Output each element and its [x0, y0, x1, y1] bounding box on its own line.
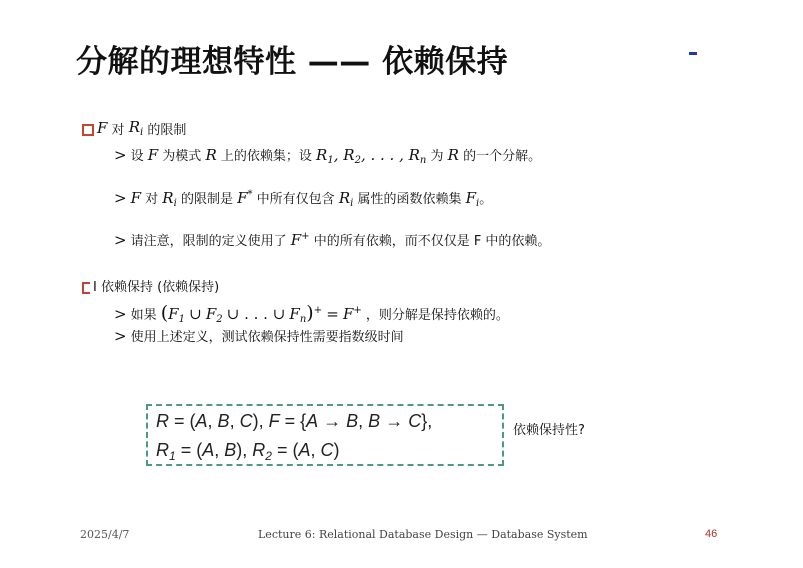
example-question: 依赖保持性?: [513, 423, 585, 438]
example-line-2: $R_1 = (A$, B), $R_2 = (A$, C): [156, 440, 340, 463]
text: 中的所有依赖，而不仅仅是 F 中的依赖。: [313, 234, 551, 249]
example-box: [146, 404, 504, 466]
bullet-preservation: [82, 276, 219, 295]
bullet-box-icon: [82, 124, 94, 136]
text: 对: [145, 192, 159, 207]
restriction-line-2: > F 对 $R_i$ 的限制是 F* 中所有仅包含 $R_i$ 属性的函数依赖集 $F_i$。: [114, 189, 493, 209]
footer-course: Lecture 6: Relational Database Design — Database System: [258, 528, 588, 541]
text: 为: [430, 149, 444, 164]
math-F: F: [97, 119, 108, 137]
text: 为模式: [162, 149, 202, 164]
footer-date: 2025/4/7: [80, 528, 130, 541]
preservation-heading: I 依赖保持 (依赖保持): [93, 280, 220, 295]
restriction-heading: 的限制: [147, 122, 187, 138]
text: 上的依赖集；设: [220, 149, 312, 164]
text: 中所有仅包含: [256, 192, 335, 207]
text: 属性的函数依赖集: [357, 192, 462, 207]
text: ，则分解是保持依赖的。: [365, 308, 509, 323]
preservation-line-2: > 使用上述定义，测试依赖保持性需要指数级时间: [114, 327, 404, 345]
restriction-line-1: > 设 F 为模式 R 上的依赖集；设 $R_1$, $R_2$, . . . , $R_n$ 为 R 的一个分解。: [114, 146, 542, 166]
text: 使用上述定义，测试依赖保持性需要指数级时间: [130, 330, 404, 345]
footer-page-number: 46: [705, 528, 718, 540]
bullet-restriction: F 对 $R_i$ 的限制: [82, 118, 186, 138]
corner-mark: [689, 52, 697, 55]
text: 设: [130, 149, 144, 164]
math-Ri: $R_i$: [128, 118, 144, 138]
bullet-box-icon: [82, 282, 90, 294]
restriction-line-3: > 请注意，限制的定义使用了 F+ 中的所有依赖，而不仅仅是 F 中的依赖。: [114, 231, 551, 249]
text: 如果: [130, 308, 157, 323]
preservation-line-1: > 如果 ($F_1$ ∪ $F_2$ ∪ . . . ∪ $F_n)^+ = F^+$ ，则分解是保持依赖的。: [114, 302, 509, 325]
text: 请注意，限制的定义使用了: [130, 234, 287, 249]
text: 的一个分解。: [463, 149, 542, 164]
slide-title: 分解的理想特性 —— 依赖保持: [76, 44, 509, 80]
text: 。: [479, 192, 493, 207]
text: 的限制是: [180, 192, 233, 207]
example-line-1: R = (A, B, C), F = {A → B, B → C},: [156, 411, 433, 431]
